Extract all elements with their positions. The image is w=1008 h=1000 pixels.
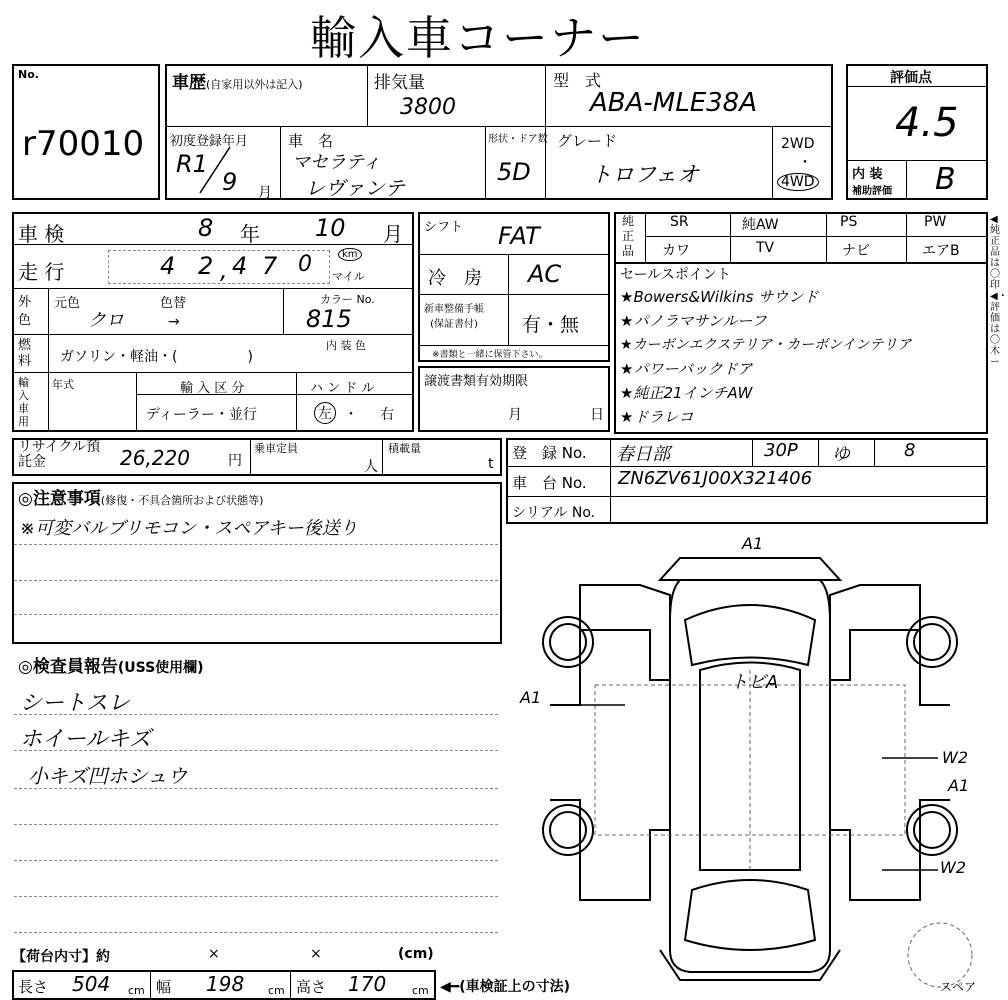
model-label: 型 式 xyxy=(553,71,602,90)
inspector-label: ◎検査員報告(USS使用欄) xyxy=(18,657,204,677)
serial-label: シリアル No. xyxy=(512,505,596,521)
cargo-label: 【荷台内寸】約 xyxy=(12,949,110,965)
import-type-value: ディーラー・並行 xyxy=(146,407,257,423)
first-reg-year: R1 xyxy=(176,150,208,178)
grade-label: グレード xyxy=(557,132,618,150)
interior-rating-label: 内 装 補助評価 xyxy=(852,167,892,197)
handle-dot: ・ xyxy=(344,407,358,423)
manual-value: 有・無 xyxy=(522,314,580,336)
mileage-sep: , xyxy=(220,256,228,284)
transfer-month: 月 xyxy=(508,407,522,423)
color-label: 外色 xyxy=(18,295,32,328)
repaint-value: → xyxy=(168,314,180,330)
shaken-label: 車 検 xyxy=(18,222,65,246)
side-text: ◀純正品は〇印◀・評価は〇木ー xyxy=(990,214,1008,368)
ac-label: 冷 房 xyxy=(428,268,482,289)
mileage-boxes xyxy=(108,250,330,284)
reg-area: 春日部 xyxy=(616,444,670,465)
caution-line: ※可変バルブリモコン・スペアキー後送り xyxy=(20,518,358,539)
width-label: 幅 xyxy=(156,978,172,996)
shift-label: シフト xyxy=(424,220,464,235)
equip-leather: カワ xyxy=(662,243,690,259)
manual-label: 新車整備手帳 (保証書付) xyxy=(424,304,484,330)
cargo-times-2: × xyxy=(310,946,322,962)
mileage-digit: 7 xyxy=(262,252,278,280)
transfer-day: 日 xyxy=(590,407,604,423)
equip-navi: ナビ xyxy=(842,243,870,259)
cargo-unit: (cm) xyxy=(398,946,434,962)
car-diagram xyxy=(520,530,990,1000)
mileage-digit: 4 xyxy=(232,252,248,280)
mileage-unit-mile: マイル xyxy=(332,270,365,283)
drive-4wd: 4WD xyxy=(777,173,819,191)
length-label: 長さ xyxy=(18,978,49,996)
transfer-label: 譲渡書類有効期限 xyxy=(424,374,529,389)
model-value: ABA-MLE38A xyxy=(590,88,758,118)
equip-ps: PS xyxy=(840,214,858,230)
color-no-value: 815 xyxy=(306,305,352,333)
page-title: 輸入車コーナー xyxy=(310,11,646,65)
diagram-a1-top: A1 xyxy=(742,534,764,553)
mileage-digit: 4 xyxy=(160,252,176,280)
height-cm: cm xyxy=(412,984,429,997)
interior-color-label: 内 装 色 xyxy=(326,339,366,352)
selling-point: ★パワーバックドア xyxy=(620,360,753,378)
equip-genuine-label: 純正品 xyxy=(622,214,635,258)
recycle-yen: 円 xyxy=(228,453,242,469)
number-box xyxy=(12,64,160,200)
first-reg-month: 9 xyxy=(222,168,238,196)
car-name-line1: マセラティ xyxy=(292,152,381,173)
capacity-label: 乗車定員 xyxy=(254,442,298,455)
repaint-label: 色替 xyxy=(160,296,187,311)
diagram-roof-note: トビA xyxy=(730,672,779,693)
equip-airbag: エアB xyxy=(922,243,960,259)
equip-pw: PW xyxy=(924,214,947,230)
selling-point: ★純正21インチAW xyxy=(620,384,753,402)
shaken-year-unit: 年 xyxy=(240,222,260,246)
length-cm: cm xyxy=(128,984,145,997)
doors-value: 5D xyxy=(497,158,531,186)
rating-label: 評価点 xyxy=(890,70,932,86)
equip-aw: 純AW xyxy=(742,217,779,233)
orig-color-value: クロ xyxy=(88,310,124,331)
month-unit: 月 xyxy=(258,185,272,201)
inspector-line: シートスレ xyxy=(20,691,130,716)
manual-note: ※書類と一緒に保管下さい。 xyxy=(432,350,548,360)
car-name-line2: レヴァンテ xyxy=(305,176,405,200)
displacement-value: 3800 xyxy=(400,95,456,120)
color-no-label: カラー No. xyxy=(320,293,375,306)
drive-2wd: 2WD xyxy=(781,136,815,152)
handle-label: ハ ン ド ル xyxy=(310,381,375,396)
load-unit: t xyxy=(488,456,494,472)
model-year-label: 年式 xyxy=(52,378,74,391)
mileage-digit: 2 xyxy=(198,252,214,280)
no-value: r70010 xyxy=(22,124,145,164)
diagram-a1-right: A1 xyxy=(948,776,970,795)
reg-kana: ゆ xyxy=(832,444,850,465)
equip-sr: SR xyxy=(670,214,689,230)
history-label: 車歴(自家用以外は記入) xyxy=(172,73,303,93)
diagram-a1-left: A1 xyxy=(520,688,542,707)
inspection-grid xyxy=(12,212,414,432)
interior-rating-value: B xyxy=(935,162,956,197)
doors-label: 形状・ドア数 xyxy=(488,134,548,145)
equip-tv: TV xyxy=(756,240,775,256)
shift-value: FAT xyxy=(498,222,540,250)
rating-value: 4.5 xyxy=(895,100,959,146)
shaken-month: 10 xyxy=(315,214,346,242)
reg-class: 30P xyxy=(764,440,798,461)
drive-dot: ・ xyxy=(798,155,812,171)
displacement-label: 排気量 xyxy=(374,73,425,93)
recycle-label: リサイクル預託金 xyxy=(18,439,101,470)
length-value: 504 xyxy=(72,972,111,996)
width-value: 198 xyxy=(206,972,245,996)
shaken-year: 8 xyxy=(198,214,214,242)
selling-label: セールスポイント xyxy=(620,267,731,283)
height-value: 170 xyxy=(348,972,387,996)
ac-value: AC xyxy=(528,260,562,288)
orig-color-label: 元色 xyxy=(54,296,81,311)
chassis-label: 車 台 No. xyxy=(512,474,587,492)
selling-point: ★ドラレコ xyxy=(620,408,694,426)
height-label: 高さ xyxy=(296,978,327,996)
chassis-value: ZN6ZV61J00X321406 xyxy=(618,468,813,489)
handle-left: 左 xyxy=(314,402,336,424)
cargo-times-1: × xyxy=(208,946,220,962)
grade-value: トロフェオ xyxy=(590,163,699,188)
mileage-digit: 0 xyxy=(298,252,312,277)
diagram-spare: スペア xyxy=(940,980,977,994)
fuel-label: 燃料 xyxy=(18,338,32,369)
capacity-unit: 人 xyxy=(364,459,378,475)
selling-point: ★カーボンエクステリア・カーボンインテリア xyxy=(620,337,912,353)
date-slash xyxy=(195,145,238,196)
car-name-label: 車 名 xyxy=(288,132,334,150)
reg-label: 登 録 No. xyxy=(512,444,587,462)
width-cm: cm xyxy=(268,984,285,997)
load-label: 積載量 xyxy=(388,442,421,455)
shaken-month-unit: 月 xyxy=(383,222,403,246)
selling-point: ★パノラマサンルーフ xyxy=(620,312,767,330)
mileage-label: 走 行 xyxy=(18,260,65,284)
mileage-unit-km: km xyxy=(338,248,362,261)
selling-point: ★Bowers&Wilkins サウンド xyxy=(620,288,819,306)
first-reg-label: 初度登録年月 xyxy=(170,134,249,149)
import-label: 輸入車用 xyxy=(18,376,29,428)
inspector-line: ホイールキズ xyxy=(20,727,152,752)
handle-right: 右 xyxy=(380,407,394,423)
fuel-value: ガソリン・軽油・( ) xyxy=(60,349,253,365)
reg-number: 8 xyxy=(904,440,916,461)
recycle-value: 26,220 xyxy=(120,446,190,470)
caution-label: ◎注意事項(修復・不具合箇所および状態等) xyxy=(18,489,264,509)
no-label: No. xyxy=(18,68,39,81)
import-type-label: 輸 入 区 分 xyxy=(180,381,245,396)
diagram-w2-bottom: W2 xyxy=(940,858,966,877)
diagram-w2-right: W2 xyxy=(942,748,968,767)
dimension-note: ◀━(車検証上の寸法) xyxy=(440,979,570,995)
inspector-line: 小キズ凹ホシュウ xyxy=(28,764,188,788)
